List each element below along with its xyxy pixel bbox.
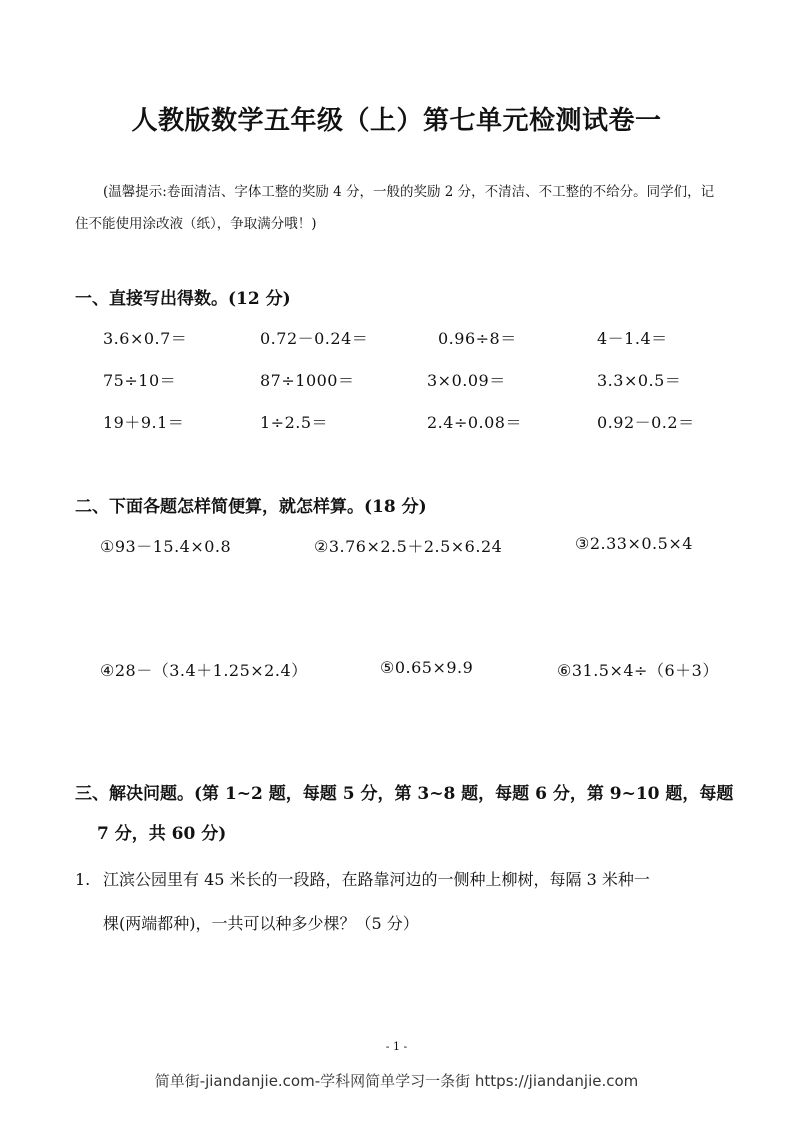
calc-item: 4－1.4＝ <box>597 329 668 348</box>
footer-watermark: 简单街-jiandanjie.com-学科网简单学习一条街 https://jiandanjie.com <box>154 1072 639 1090</box>
section-1-title: 一、直接写出得数。(12 分) <box>75 289 291 309</box>
calc-item: 87÷1000＝ <box>260 371 355 390</box>
problem-text-line1: 江滨公园里有 45 米长的一段路，在路靠河边的一侧种上柳树，每隔 3 米种一 <box>103 870 650 889</box>
tip-text: (温馨提示:卷面清洁、字体工整的奖励 4 分，一般的奖励 2 分，不清洁、不工整的不给分。同学们，记住不能使用涂改液（纸），争取满分哦！) <box>75 184 715 232</box>
section-3-title <box>75 774 735 854</box>
problem-number: 1. <box>75 870 91 889</box>
simplify-item: ②3.76×2.5＋2.5×6.24 <box>314 537 503 556</box>
section-3-title-line2: 7 分，共 60 分) <box>97 824 227 844</box>
calc-item: 2.4÷0.08＝ <box>427 413 522 432</box>
section-2-title: 二、下面各题怎样简便算，就怎样算。(18 分) <box>75 497 427 517</box>
calc-item: 0.96÷8＝ <box>438 329 517 348</box>
calc-item: 1÷2.5＝ <box>260 413 329 432</box>
calc-item: 3.6×0.7＝ <box>103 329 188 348</box>
calc-item: 0.72－0.24＝ <box>260 329 369 348</box>
section-3-title-line1: 三、解决问题。(第 1~2 题，每题 5 分，第 3~8 题，每题 6 分，第 9~10 题，每题 <box>75 784 734 804</box>
problem-text-line2: 棵(两端都种)，一共可以种多少棵？（5 分） <box>103 914 419 933</box>
simplify-item: ⑥31.5×4÷（6＋3） <box>557 661 719 680</box>
page-number: - 1 - <box>385 1040 408 1053</box>
simplify-item: ①93－15.4×0.8 <box>100 537 232 556</box>
calc-item: 75÷10＝ <box>103 371 177 390</box>
word-problem <box>75 858 735 946</box>
simplify-item: ③2.33×0.5×4 <box>575 534 693 553</box>
calc-item: 3.3×0.5＝ <box>597 371 682 390</box>
calc-item: 3×0.09＝ <box>427 371 506 390</box>
page-title: 人教版数学五年级（上）第七单元检测试卷一 <box>131 106 662 136</box>
calc-item: 0.92－0.2＝ <box>597 413 695 432</box>
calc-item: 19＋9.1＝ <box>103 413 185 432</box>
simplify-item: ④28－（3.4＋1.25×2.4） <box>100 661 308 680</box>
simplify-item: ⑤0.65×9.9 <box>380 658 474 677</box>
